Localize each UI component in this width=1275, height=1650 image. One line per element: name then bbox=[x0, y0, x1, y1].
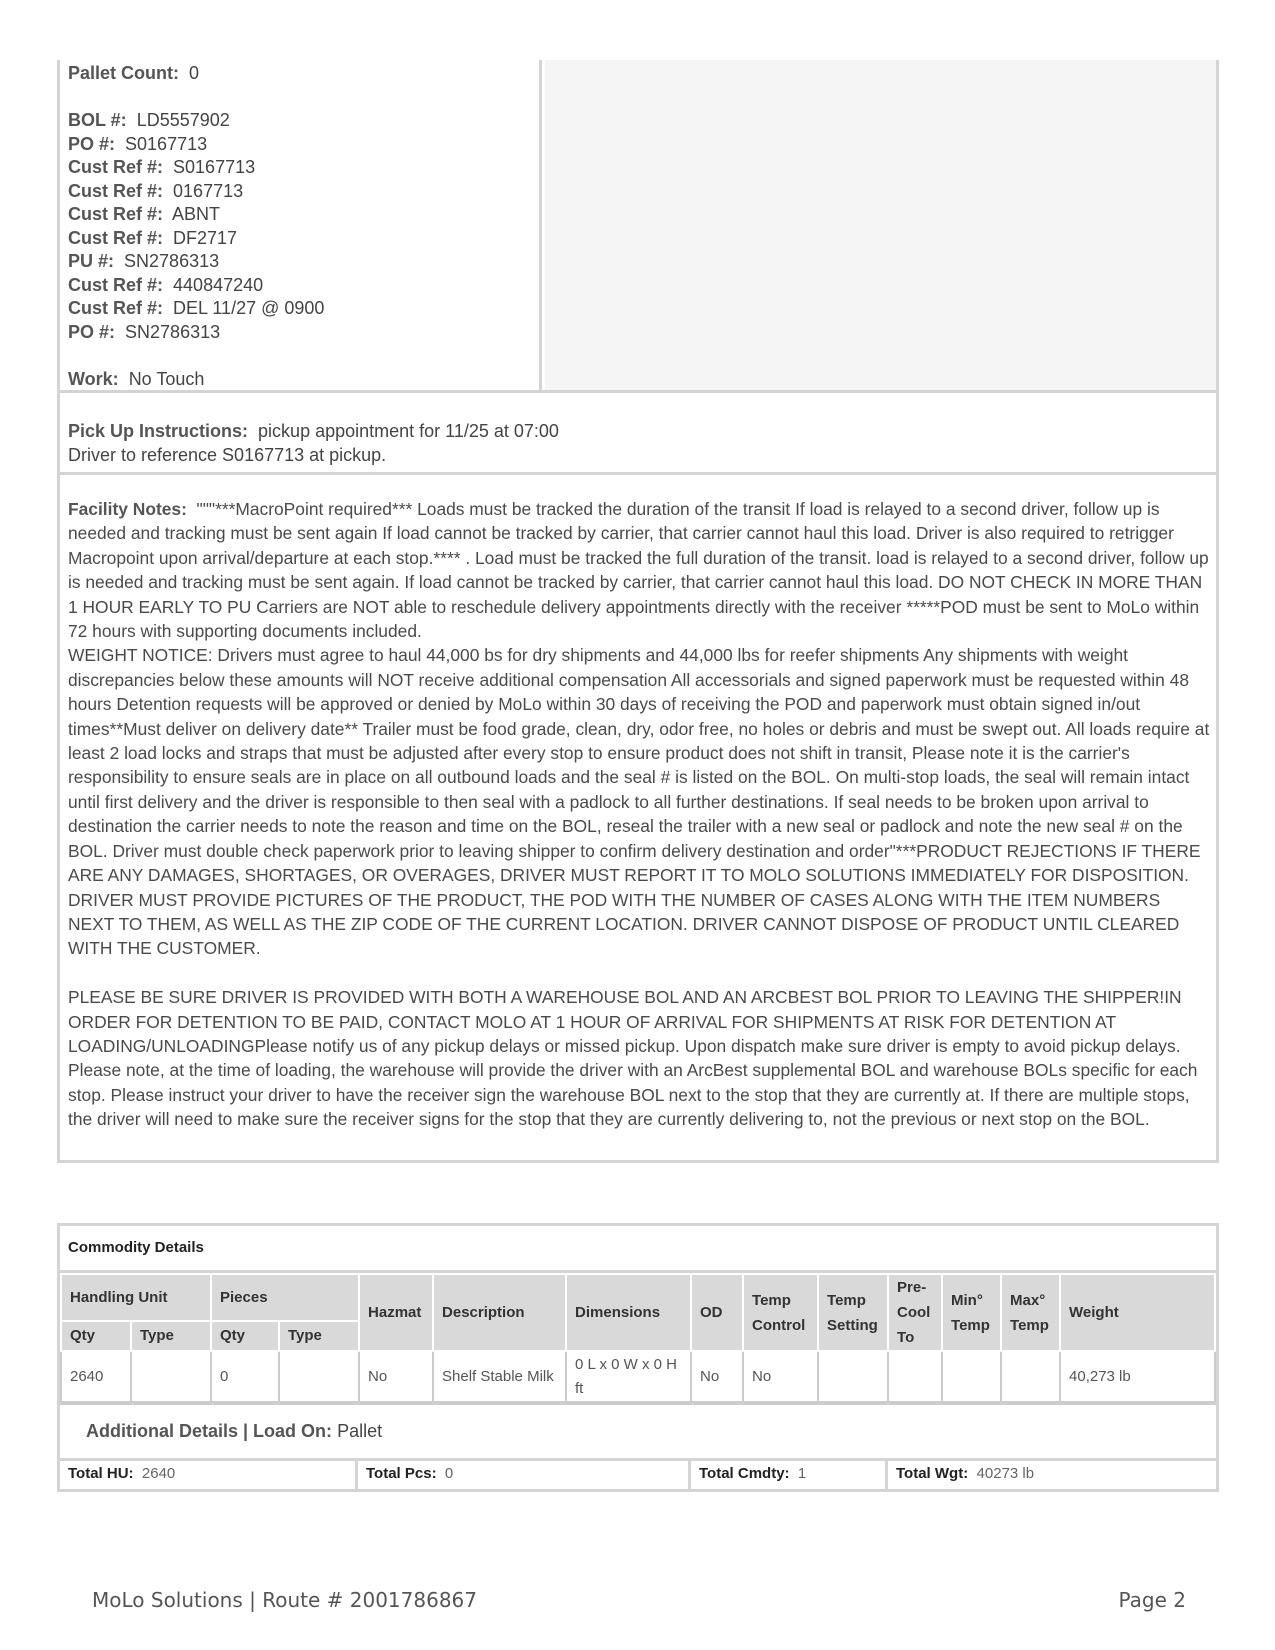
reference-label: PO #: bbox=[68, 321, 116, 342]
od-cell: No bbox=[691, 1351, 743, 1402]
reference-row bbox=[68, 180, 539, 204]
min-temp-header: Min° Temp bbox=[942, 1274, 1001, 1351]
facility-notes-text-1: """***MacroPoint required*** Loads must be tracked the duration of the transit If load is relayed to a second driver, follow up is needed and tracking must be sent again If load cannot be tracked by carrier, that carrier cannot haul this load. Driver is also required to retrigger Macropoint upon arrival/departure at each stop.**** . Load must be tracked the full duration of the transit. load is relayed to a second driver, follow up is needed and tracking must be sent again. If load cannot be tracked by carrier, that carrier cannot haul this load. DO NOT CHECK IN MORE THAN 1 HOUR EARLY TO PU Carriers are NOT able to reschedule delivery appointments directly with the receiver *****POD must be sent to MoLo within 72 hours with supporting documents included. bbox=[68, 499, 1209, 642]
reference-row bbox=[68, 250, 539, 274]
total-pcs bbox=[358, 1461, 691, 1489]
reference-value: DEL 11/27 @ 0900 bbox=[173, 298, 325, 318]
dimensions-cell: 0 L x 0 W x 0 H ft bbox=[566, 1351, 691, 1402]
reference-row bbox=[68, 203, 539, 227]
total-hu-label: Total HU: bbox=[68, 1465, 134, 1482]
reference-value: ABNT bbox=[172, 204, 221, 224]
temp-control-cell: No bbox=[743, 1351, 818, 1402]
reference-label: BOL #: bbox=[68, 110, 127, 130]
pallet-count-row bbox=[68, 62, 539, 86]
od-header: OD bbox=[691, 1274, 743, 1351]
dimensions-header: Dimensions bbox=[566, 1274, 691, 1351]
facility-notes-section bbox=[57, 475, 1219, 1163]
reference-value: 440847240 bbox=[173, 274, 264, 295]
reference-row bbox=[68, 227, 539, 251]
reference-row bbox=[68, 156, 539, 180]
min-temp-cell bbox=[942, 1351, 1001, 1402]
reference-row bbox=[68, 274, 539, 298]
reference-label: Cust Ref #: bbox=[68, 274, 164, 295]
commodity-table bbox=[60, 1273, 1216, 1403]
precool-header: Pre-Cool To bbox=[888, 1274, 942, 1351]
reference-row bbox=[68, 109, 539, 133]
reference-value: S0167713 bbox=[173, 157, 256, 177]
pallet-count-label: Pallet Count: bbox=[68, 63, 179, 83]
pieces-header: Pieces bbox=[211, 1274, 359, 1321]
reference-value: SN2786313 bbox=[124, 251, 220, 271]
reference-label: Cust Ref #: bbox=[68, 180, 164, 201]
pickup-label: Pick Up Instructions: bbox=[68, 421, 249, 441]
empty-panel bbox=[545, 60, 1216, 390]
total-wgt-label: Total Wgt: bbox=[896, 1465, 969, 1482]
temp-control-header: Temp Control bbox=[743, 1274, 818, 1351]
hu-type-cell bbox=[131, 1351, 211, 1402]
pickup-appointment: pickup appointment for 11/25 at 07:00 bbox=[258, 421, 559, 441]
weight-header: Weight bbox=[1060, 1274, 1215, 1351]
facility-notes-label: Facility Notes: bbox=[68, 499, 187, 519]
weight-cell: 40,273 lb bbox=[1060, 1351, 1215, 1402]
total-hu bbox=[60, 1461, 358, 1489]
reference-list bbox=[60, 60, 542, 390]
pickup-reference-note: Driver to reference S0167713 at pickup. bbox=[68, 445, 387, 465]
reference-value: S0167713 bbox=[125, 133, 208, 154]
reference-row bbox=[68, 133, 539, 157]
pieces-type-cell bbox=[279, 1351, 359, 1402]
pieces-qty-cell: 0 bbox=[211, 1351, 279, 1402]
work-value: No Touch bbox=[128, 368, 205, 389]
hazmat-header: Hazmat bbox=[359, 1274, 433, 1351]
reference-value: 0167713 bbox=[173, 180, 244, 201]
work-label: Work: bbox=[68, 368, 119, 389]
total-pcs-value: 0 bbox=[444, 1465, 454, 1482]
temp-setting-header: Temp Setting bbox=[818, 1274, 888, 1351]
page-number: Page 2 bbox=[1118, 1588, 1186, 1612]
total-hu-value: 2640 bbox=[141, 1465, 176, 1482]
additional-details-row bbox=[60, 1403, 1216, 1461]
description-cell: Shelf Stable Milk bbox=[433, 1351, 566, 1402]
pickup-instructions-section bbox=[57, 393, 1219, 475]
pallet-count-value: 0 bbox=[189, 63, 200, 83]
total-cmdty-label: Total Cmdty: bbox=[699, 1465, 790, 1482]
commodity-details-section bbox=[57, 1223, 1219, 1492]
reference-value: LD5557902 bbox=[136, 110, 230, 130]
reference-label: Cust Ref #: bbox=[68, 157, 164, 177]
load-on-value: Pallet bbox=[337, 1421, 383, 1441]
reference-value: SN2786313 bbox=[125, 321, 221, 342]
reference-label: PO #: bbox=[68, 133, 116, 154]
pieces-type-header: Type bbox=[279, 1321, 359, 1351]
reference-value: DF2717 bbox=[173, 227, 238, 248]
max-temp-header: Max° Temp bbox=[1001, 1274, 1060, 1351]
footer-route: MoLo Solutions | Route # 2001786867 bbox=[92, 1588, 477, 1612]
hazmat-cell: No bbox=[359, 1351, 433, 1402]
total-wgt bbox=[888, 1461, 1216, 1489]
max-temp-cell bbox=[1001, 1351, 1060, 1402]
reference-row bbox=[68, 321, 539, 345]
work-row bbox=[68, 368, 539, 392]
hu-type-header: Type bbox=[131, 1321, 211, 1351]
pieces-qty-header: Qty bbox=[211, 1321, 279, 1351]
load-reference-section bbox=[57, 60, 1219, 393]
reference-label: Cust Ref #: bbox=[68, 204, 164, 224]
pickup-line-1 bbox=[68, 419, 1208, 443]
commodity-details-title: Commodity Details bbox=[60, 1226, 1216, 1273]
temp-setting-cell bbox=[818, 1351, 888, 1402]
facility-notes-paragraph-1 bbox=[68, 497, 1210, 643]
facility-notes-text-3: PLEASE BE SURE DRIVER IS PROVIDED WITH BOTH A WAREHOUSE BOL AND AN ARCBEST BOL PRIOR TO LEAVING THE SHIPPER!IN ORDER FOR DETENTION TO BE PAID, CONTACT MOLO AT 1 HOUR OF ARRIVAL FOR SHIPMENTS AT RISK FOR DETENTION AT LOADING/UNLOADINGPlease notify us of any pickup delays or missed pickup. Upon dispatch make sure driver is empty to avoid pickup delays. Please note, at the time of loading, the warehouse will provide the driver with an ArcBest supplemental BOL and warehouse BOLs specific for each stop. Please instruct your driver to have the receiver sign the warehouse BOL next to the stop that they are currently at. If there are multiple stops, the driver will need to make sure the receiver signs for the stop that they are currently delivering to, not the previous or next stop on the BOL. bbox=[68, 987, 1198, 1130]
reference-row bbox=[68, 297, 539, 321]
precool-cell bbox=[888, 1351, 942, 1402]
additional-details-label: Additional Details | Load On: bbox=[86, 1421, 333, 1441]
facility-notes-text-2: WEIGHT NOTICE: Drivers must agree to haul 44,000 bs for dry shipments and 44,000 lbs for reefer shipments Any shipments with weight discrepancies below these amounts will NOT receive additional compensation All accessorials and signed paperwork must be requested within 48 hours Detention requests will be approved or denied by MoLo within 30 days of receiving the POD and paperwork must obtain signed in/out times**Must deliver on delivery date** Trailer must be food grade, clean, dry, odor free, no holes or debris and must be swept out. All loads require at least 2 load locks and straps that must be adjusted after every stop to ensure product does not shift in transit, Please note it is the carrier's responsibility to ensure seals are in place on all outbound loads and the seal # is listed on the BOL. On multi-stop loads, the seal will remain intact until first delivery and the driver is responsible to then seal with a padlock to all further destinations. If seal needs to be broken upon arrival to destination the carrier needs to note the reason and time on the BOL, reseal the trailer with a new seal or padlock and note the new seal # on the BOL. Driver must double check paperwork prior to leaving shipper to confirm delivery destination and order"***PRODUCT REJECTIONS IF THERE ARE ANY DAMAGES, SHORTAGES, OR OVERAGES, DRIVER MUST REPORT IT TO MOLO SOLUTIONS IMMEDIATELY FOR DISPOSITION. DRIVER MUST PROVIDE PICTURES OF THE PRODUCT, THE POD WITH THE NUMBER OF CASES ALONG WITH THE ITEM NUMBERS NEXT TO THEM, AS WELL AS THE ZIP CODE OF THE CURRENT LOCATION. DRIVER CANNOT DISPOSE OF PRODUCT UNTIL CLEARED WITH THE CUSTOMER. bbox=[68, 645, 1210, 959]
description-header: Description bbox=[433, 1274, 566, 1351]
handling-unit-header: Handling Unit bbox=[61, 1274, 211, 1321]
totals-row bbox=[60, 1461, 1216, 1489]
total-pcs-label: Total Pcs: bbox=[366, 1465, 437, 1482]
reference-label: PU #: bbox=[68, 251, 115, 271]
total-cmdty bbox=[691, 1461, 888, 1489]
table-row bbox=[61, 1351, 1215, 1402]
reference-label: Cust Ref #: bbox=[68, 227, 164, 248]
total-wgt-value: 40273 lb bbox=[976, 1465, 1035, 1482]
hu-qty-header: Qty bbox=[61, 1321, 131, 1351]
total-cmdty-value: 1 bbox=[797, 1465, 807, 1482]
reference-label: Cust Ref #: bbox=[68, 298, 164, 318]
hu-qty-cell: 2640 bbox=[61, 1351, 131, 1402]
